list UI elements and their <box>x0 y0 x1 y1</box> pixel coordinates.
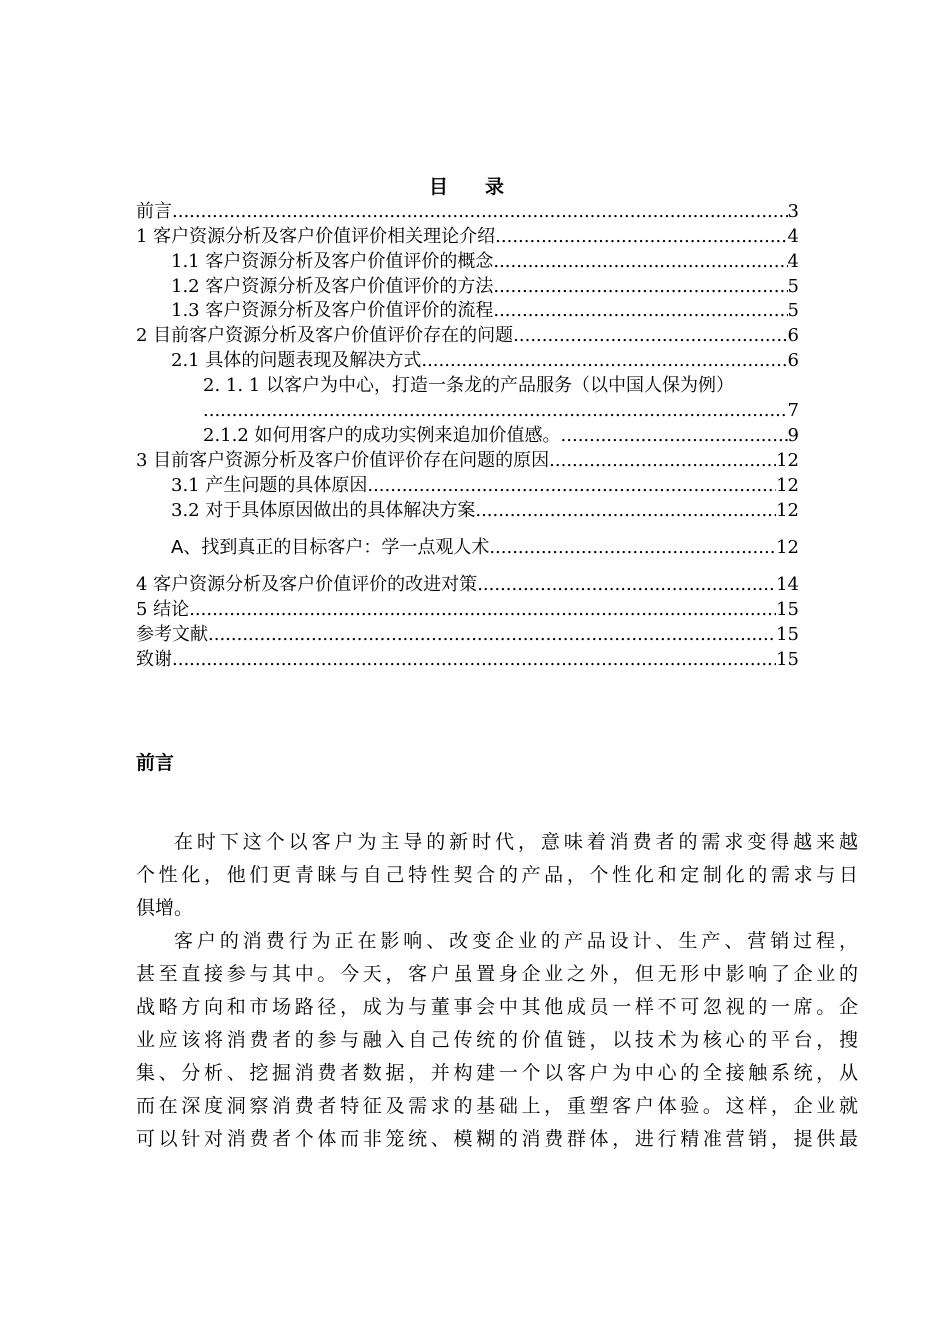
toc-entry-page: 15 <box>776 649 799 670</box>
toc-leader-dots <box>495 225 787 249</box>
toc-entry-page: 5 <box>787 300 799 321</box>
toc-entry[interactable] <box>136 623 799 647</box>
toc-entry-text: 5 结论 <box>136 599 190 620</box>
toc-leader-dots <box>475 499 776 523</box>
toc-entry-page: 5 <box>787 276 799 297</box>
toc-entry-text-rest: 、找到真正的目标客户：学一点观人术 <box>183 537 490 558</box>
toc-entry-text: 1 客户资源分析及客户价值评价相关理论介绍 <box>136 226 496 247</box>
toc-entry-text: 1.1 客户资源分析及客户价值评价的概念 <box>171 251 494 272</box>
toc-title-part-b: 录 <box>485 176 506 198</box>
body-line: 战略方向和市场路径，成为与董事会中其他成员一样不可忽视的一席。企 <box>136 996 858 1018</box>
toc-entry[interactable] <box>136 349 799 373</box>
toc-entry[interactable] <box>136 536 799 560</box>
toc-leader-dots <box>477 573 776 597</box>
toc-entry-page: 12 <box>776 450 799 471</box>
toc-entry[interactable] <box>136 250 799 274</box>
toc-leader-dots <box>421 349 787 373</box>
toc-entry-text[interactable]: 2. 1. 1 以客户为中心，打造一条龙的产品服务（以中国人保为例） <box>203 375 734 396</box>
toc-entry[interactable] <box>136 225 799 249</box>
toc-leader-dots <box>549 449 776 473</box>
toc-entry[interactable] <box>136 474 799 498</box>
toc-entry[interactable] <box>136 299 799 323</box>
toc-entry-prefix: A <box>171 537 184 558</box>
toc-entry-page: 6 <box>787 350 799 371</box>
body-line: 可以针对消费者个体而非笼统、模糊的消费群体，进行精准营销，提供最 <box>136 1128 858 1150</box>
body-line: 俱增。 <box>136 897 194 919</box>
toc-entry-text: 前言 <box>136 201 172 222</box>
toc-entry-text: 3.1 产生问题的具体原因 <box>171 475 368 496</box>
section-heading: 前言 <box>136 752 175 774</box>
toc-leader-dots <box>203 399 788 423</box>
toc-entry[interactable] <box>136 324 799 348</box>
body-line: 集、分析、挖掘消费者数据，并构建一个以客户为中心的全接触系统，从 <box>136 1062 858 1084</box>
body-line: 而在深度洞察消费者特征及需求的基础上，重塑客户体验。这样，企业就 <box>136 1095 858 1117</box>
toc-leader-dots <box>367 474 776 498</box>
toc-entry-page: 12 <box>776 475 799 496</box>
toc-leader-dots <box>561 424 788 448</box>
toc-entry-text: 2.1.2 如何用客户的成功实例来追加价值感。 <box>203 425 561 446</box>
toc-entry-page: 7 <box>787 400 799 421</box>
toc-entry[interactable] <box>136 648 799 672</box>
toc-entry-page: 3 <box>787 201 799 222</box>
toc-entry-text: 致谢 <box>136 649 172 670</box>
toc-leader-dots <box>189 598 776 622</box>
toc-entry-text: 1.2 客户资源分析及客户价值评价的方法 <box>171 276 494 297</box>
toc-entry-page: 15 <box>776 599 799 620</box>
toc-entry-page: 12 <box>776 537 799 558</box>
toc-leader-dots <box>493 299 787 323</box>
toc-entry-text <box>171 536 489 560</box>
toc-entry-page: 12 <box>776 500 799 521</box>
toc-entry-page: 9 <box>787 425 799 446</box>
toc-leader-dots <box>493 275 787 299</box>
toc-entry-page: 6 <box>787 325 799 346</box>
body-paragraphs <box>136 826 858 1156</box>
toc-entry[interactable] <box>136 499 799 523</box>
toc-title-part-a: 目 <box>428 176 449 198</box>
body-line: 业应该将消费者的参与融入自己传统的价值链，以技术为核心的平台，搜 <box>136 1029 858 1051</box>
toc-entry[interactable] <box>136 424 799 448</box>
toc-title <box>136 174 798 200</box>
toc-entry-page: 14 <box>776 574 799 595</box>
toc-entry-continuation[interactable] <box>136 399 799 423</box>
toc-leader-dots <box>489 536 776 560</box>
toc-entry-text: 参考文献 <box>136 624 208 645</box>
toc-entry-text: 4 客户资源分析及客户价值评价的改进对策 <box>136 574 478 595</box>
toc-entry[interactable] <box>136 275 799 299</box>
body-line: 个性化，他们更青睐与自己特性契合的产品，个性化和定制化的需求与日 <box>136 864 858 886</box>
body-line: 在时下这个以客户为主导的新时代，意味着消费者的需求变得越来越 <box>174 831 858 853</box>
toc-entry[interactable] <box>136 449 799 473</box>
toc-entry-page: 4 <box>787 251 799 272</box>
toc-entry-text: 2.1 具体的问题表现及解决方式 <box>171 350 422 371</box>
toc-leader-dots <box>493 250 787 274</box>
toc-entry-text: 1.3 客户资源分析及客户价值评价的流程 <box>171 300 494 321</box>
toc-leader-dots <box>513 324 787 348</box>
toc-entry[interactable] <box>136 200 799 224</box>
toc-entry-page: 4 <box>787 226 799 247</box>
toc-entry-text: 3.2 对于具体原因做出的具体解决方案 <box>171 500 476 521</box>
toc-entry[interactable] <box>136 573 799 597</box>
toc-entry-text: 3 目前客户资源分析及客户价值评价存在问题的原因 <box>136 450 550 471</box>
toc-entry-text: 2 目前客户资源分析及客户价值评价存在的问题 <box>136 325 514 346</box>
toc-leader-dots <box>208 623 776 647</box>
body-line: 客户的消费行为正在影响、改变企业的产品设计、生产、营销过程， <box>174 930 858 952</box>
body-line: 甚至直接参与其中。今天，客户虽置身企业之外，但无形中影响了企业的 <box>136 963 858 985</box>
toc-leader-dots <box>172 200 788 224</box>
toc-leader-dots <box>172 648 776 672</box>
toc-entry-page: 15 <box>776 624 799 645</box>
toc-entry[interactable] <box>136 598 799 622</box>
